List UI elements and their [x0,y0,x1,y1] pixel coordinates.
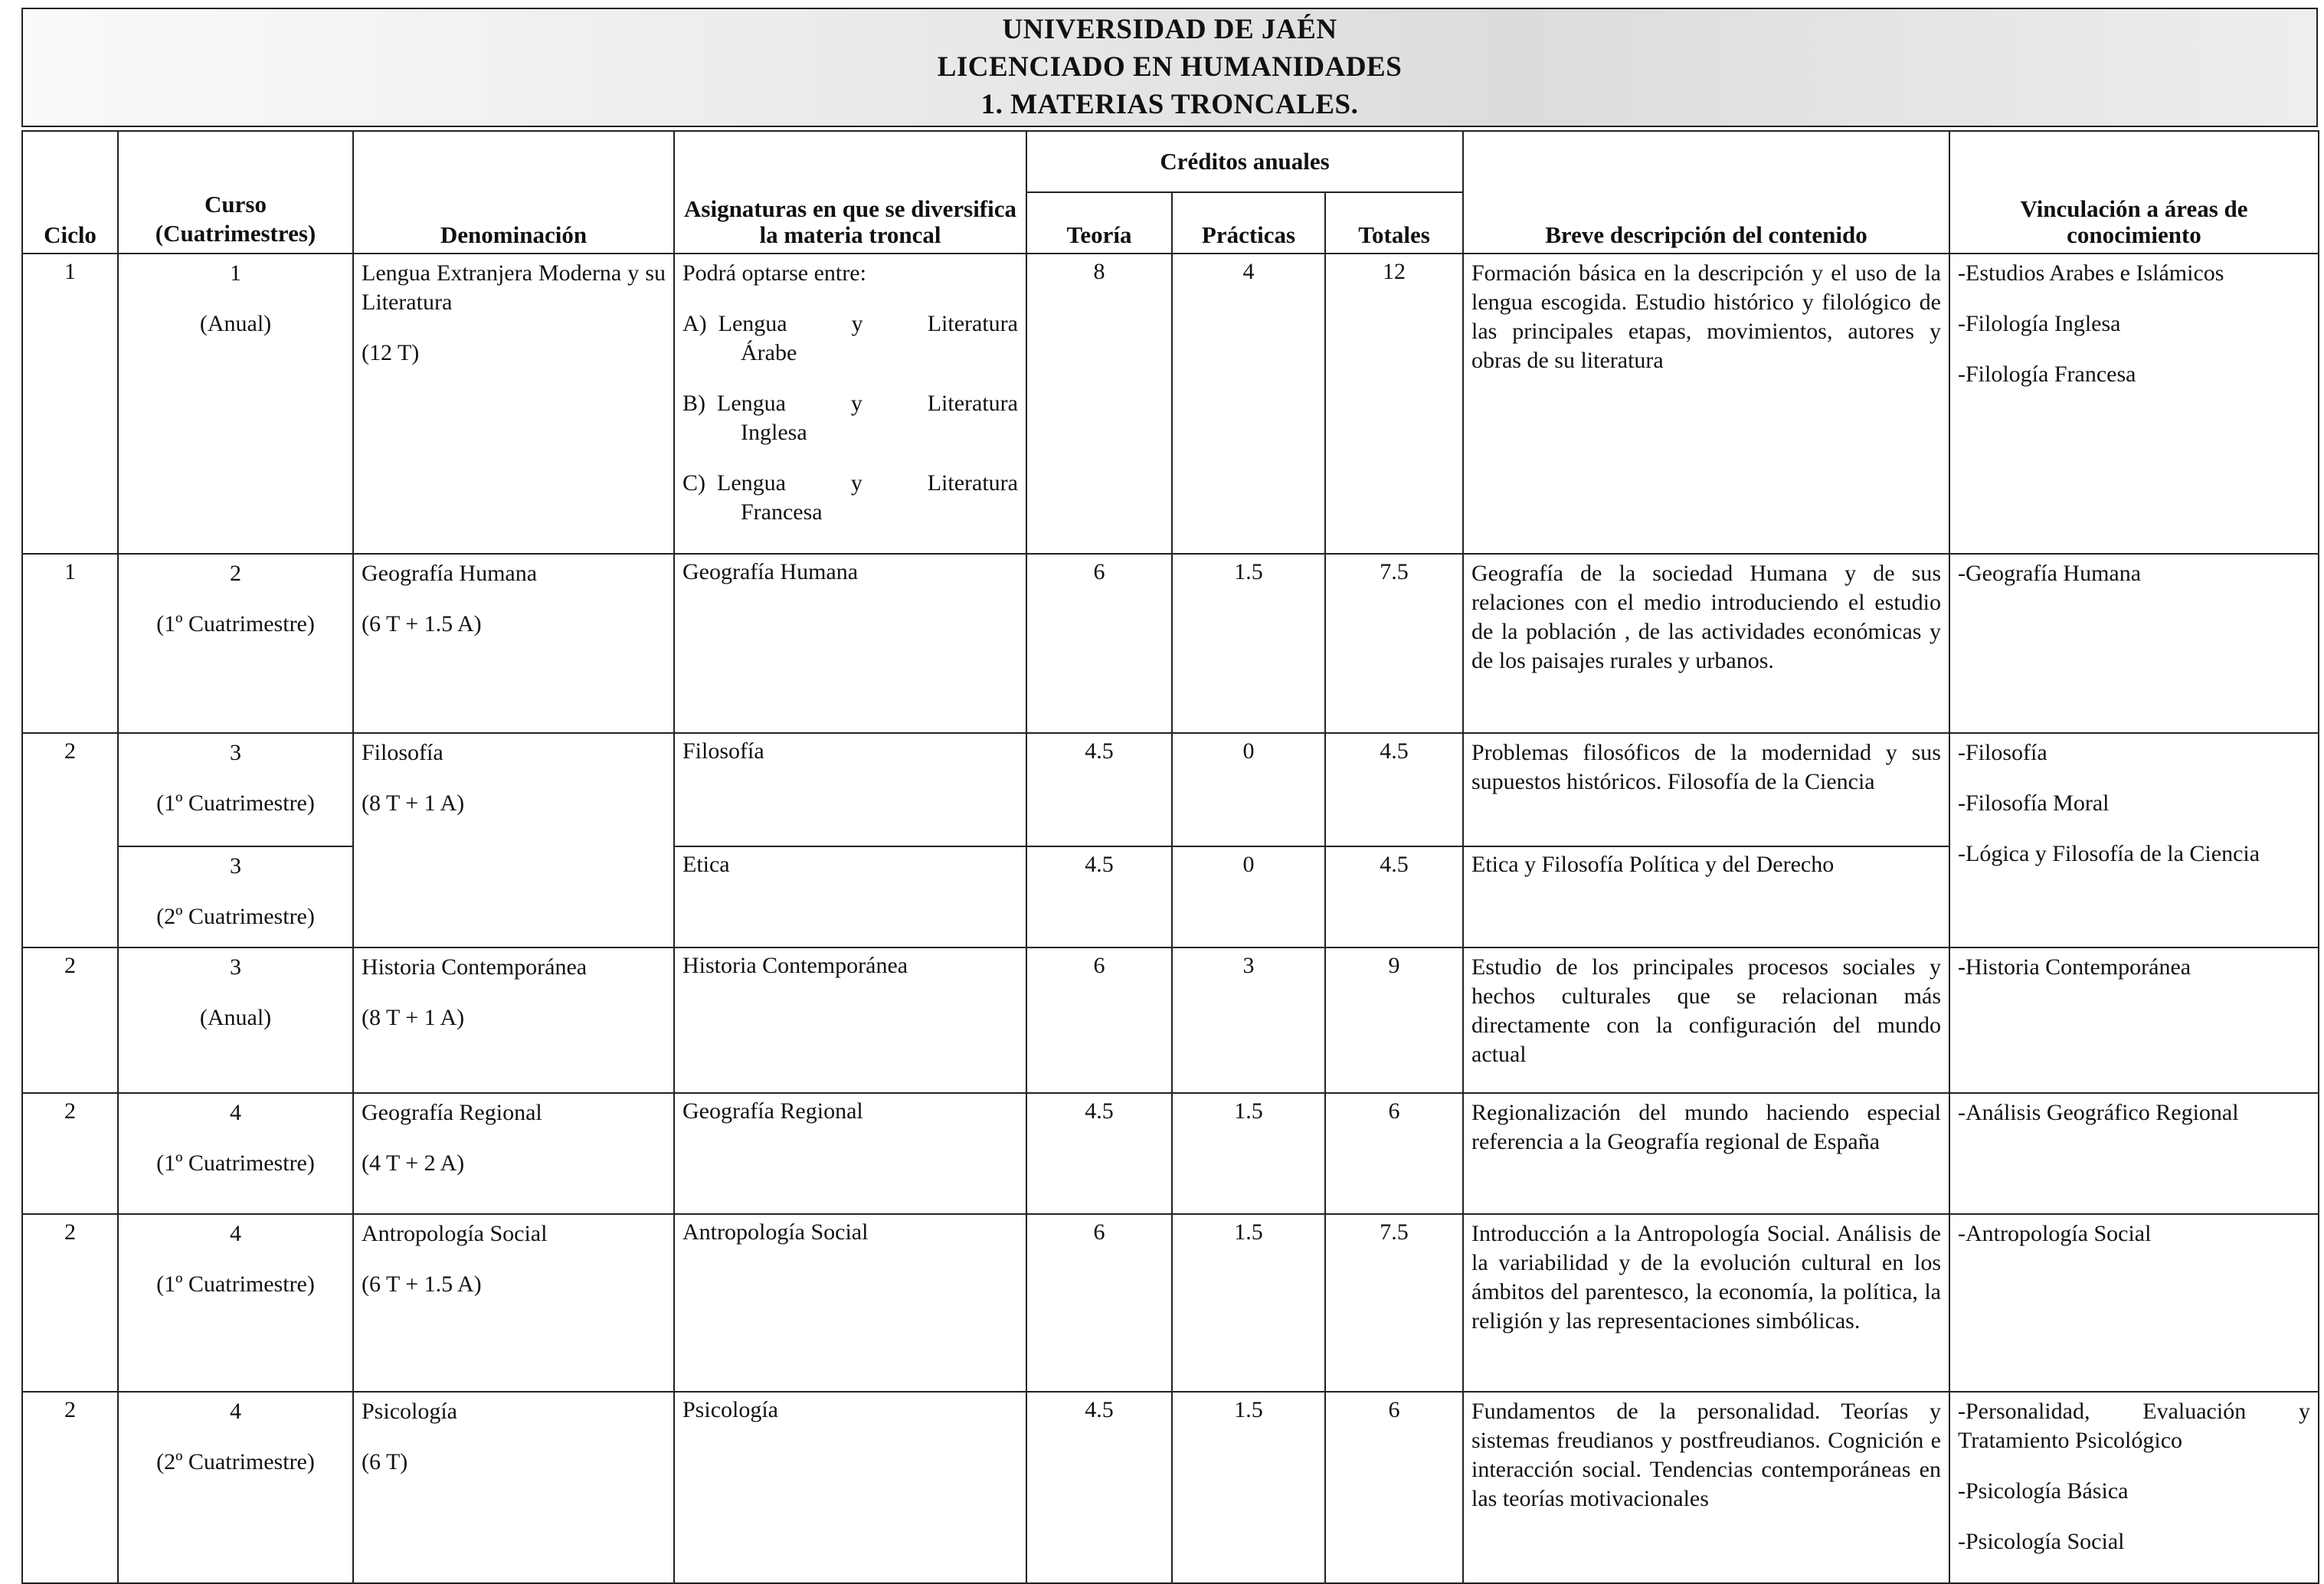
totales-cell: 4.5 [1325,846,1463,947]
curso-cell: 4 (2º Cuatrimestre) [118,1392,353,1583]
practicas-cell: 1.5 [1172,1392,1325,1583]
ciclo-cell: 2 [22,947,118,1093]
areas-cell: -Antropología Social [1949,1214,2319,1392]
ciclo-cell: 2 [22,1392,118,1583]
teoria-cell: 8 [1026,254,1172,554]
ciclo-cell: 2 [22,1093,118,1214]
table-row [22,947,2319,1093]
teoria-cell: 4.5 [1026,1093,1172,1214]
table-row [22,1214,2319,1392]
header-practicas: Prácticas [1172,192,1325,254]
totales-cell: 4.5 [1325,733,1463,846]
denominacion-cell: Antropología Social (6 T + 1.5 A) [353,1214,674,1392]
header-vinculacion: Vinculación a áreas de conocimiento [1949,131,2319,254]
curso-cell: 3 (1º Cuatrimestre) [118,733,353,846]
header-teoria: Teoría [1026,192,1172,254]
practicas-cell: 1.5 [1172,554,1325,733]
denominacion-cell: Filosofía (8 T + 1 A) [353,733,674,947]
descripcion-cell: Estudio de los principales procesos sociales y hechos culturales que se relacionan más directamente con la configuración del mundo actual [1463,947,1949,1093]
descripcion-cell: Introducción a la Antropología Social. Análisis de la variabilidad y de la evolución cultural en los ámbitos del parentesco, la economía, la política, la religión y las representaciones simbólicas. [1463,1214,1949,1392]
header-totales: Totales [1325,192,1463,254]
descripcion-cell: Problemas filosóficos de la modernidad y sus supuestos históricos. Filosofía de la Ciencia [1463,733,1949,846]
degree-title: LICENCIADO EN HUMANIDADES [937,51,1403,83]
asignaturas-cell: Geografía Humana [674,554,1026,733]
teoria-cell: 4.5 [1026,846,1172,947]
descripcion-cell: Geografía de la sociedad Humana y de sus relaciones con el medio introduciendo el estudio de la población , de las actividades económicas y de los paisajes rurales y urbanos. [1463,554,1949,733]
ciclo-cell: 2 [22,733,118,947]
option-c: C) Lengua y Literatura Francesa [682,470,1018,525]
asignaturas-cell: Geografía Regional [674,1093,1026,1214]
asignaturas-cell: Etica [674,846,1026,947]
asignaturas-cell: Filosofía [674,733,1026,846]
practicas-cell: 0 [1172,733,1325,846]
descripcion-cell: Regionalización del mundo haciendo especial referencia a la Geografía regional de España [1463,1093,1949,1214]
header-denominacion: Denominación [353,131,674,254]
section-title: 1. MATERIAS TRONCALES. [980,89,1359,120]
denominacion-cell: Geografía Regional (4 T + 2 A) [353,1093,674,1214]
descripcion-cell: Fundamentos de la personalidad. Teorías y sistemas freudianos y postfreudianos. Cognición e interacción social. Tendencias contemporáneas en las teorías motivacionales [1463,1392,1949,1583]
totales-cell: 6 [1325,1392,1463,1583]
practicas-cell: 1.5 [1172,1214,1325,1392]
header-creditos: Créditos anuales [1026,131,1463,192]
denominacion-cell: Historia Contemporánea (8 T + 1 A) [353,947,674,1093]
areas-cell: -Personalidad, Evaluación y Tratamiento Psicológico -Psicología Básica -Psicología Social [1949,1392,2319,1583]
descripcion-cell: Etica y Filosofía Política y del Derecho [1463,846,1949,947]
curso-cell: 3 (Anual) [118,947,353,1093]
descripcion-cell: Formación básica en la descripción y el uso de la lengua escogida. Estudio histórico y filológico de las principales etapas, movimientos, autores y obras de su literatura [1463,254,1949,554]
asignaturas-cell: Podrá optarse entre: A) Lengua y Literatura Árabe B) Lengua y Literatura Inglesa C) Lengua y Literatura Francesa [674,254,1026,554]
practicas-cell: 4 [1172,254,1325,554]
teoria-cell: 6 [1026,1214,1172,1392]
denominacion-cell: Geografía Humana (6 T + 1.5 A) [353,554,674,733]
table-row [22,1093,2319,1214]
curso-cell: 3 (2º Cuatrimestre) [118,846,353,947]
header-descripcion: Breve descripción del contenido [1463,131,1949,254]
option-b: B) Lengua y Literatura Inglesa [682,391,1018,445]
ciclo-cell: 1 [22,254,118,554]
areas-cell: -Estudios Arabes e Islámicos -Filología Inglesa -Filología Francesa [1949,254,2319,554]
curso-cell: 4 (1º Cuatrimestre) [118,1093,353,1214]
areas-cell: -Filosofía -Filosofía Moral -Lógica y Filosofía de la Ciencia [1949,733,2319,947]
practicas-cell: 1.5 [1172,1093,1325,1214]
areas-cell: -Análisis Geográfico Regional [1949,1093,2319,1214]
curso-cell: 4 (1º Cuatrimestre) [118,1214,353,1392]
practicas-cell: 3 [1172,947,1325,1093]
university-title: UNIVERSIDAD DE JAÉN [1002,14,1337,45]
subjects-table [21,130,2319,1584]
teoria-cell: 4.5 [1026,1392,1172,1583]
areas-cell: -Historia Contemporánea [1949,947,2319,1093]
document-title-box [21,8,2318,127]
practicas-cell: 0 [1172,846,1325,947]
teoria-cell: 6 [1026,947,1172,1093]
totales-cell: 9 [1325,947,1463,1093]
table-row [22,1392,2319,1583]
totales-cell: 7.5 [1325,554,1463,733]
denominacion-cell: Psicología (6 T) [353,1392,674,1583]
totales-cell: 12 [1325,254,1463,554]
table-row [22,733,2319,846]
asignaturas-cell: Historia Contemporánea [674,947,1026,1093]
header-asignaturas: Asignaturas en que se diversifica la materia troncal [674,131,1026,254]
teoria-cell: 6 [1026,554,1172,733]
header-curso: Curso (Cuatrimestres) [118,131,353,254]
curso-cell: 1 (Anual) [118,254,353,554]
curso-cell: 2 (1º Cuatrimestre) [118,554,353,733]
asignaturas-cell: Antropología Social [674,1214,1026,1392]
table-row [22,254,2319,554]
denominacion-cell: Lengua Extranjera Moderna y su Literatura (12 T) [353,254,674,554]
table-row [22,554,2319,733]
header-ciclo: Ciclo [22,131,118,254]
option-a: A) Lengua y Literatura Árabe [682,311,1018,365]
areas-cell: -Geografía Humana [1949,554,2319,733]
asignaturas-cell: Psicología [674,1392,1026,1583]
ciclo-cell: 1 [22,554,118,733]
teoria-cell: 4.5 [1026,733,1172,846]
totales-cell: 6 [1325,1093,1463,1214]
ciclo-cell: 2 [22,1214,118,1392]
totales-cell: 7.5 [1325,1214,1463,1392]
